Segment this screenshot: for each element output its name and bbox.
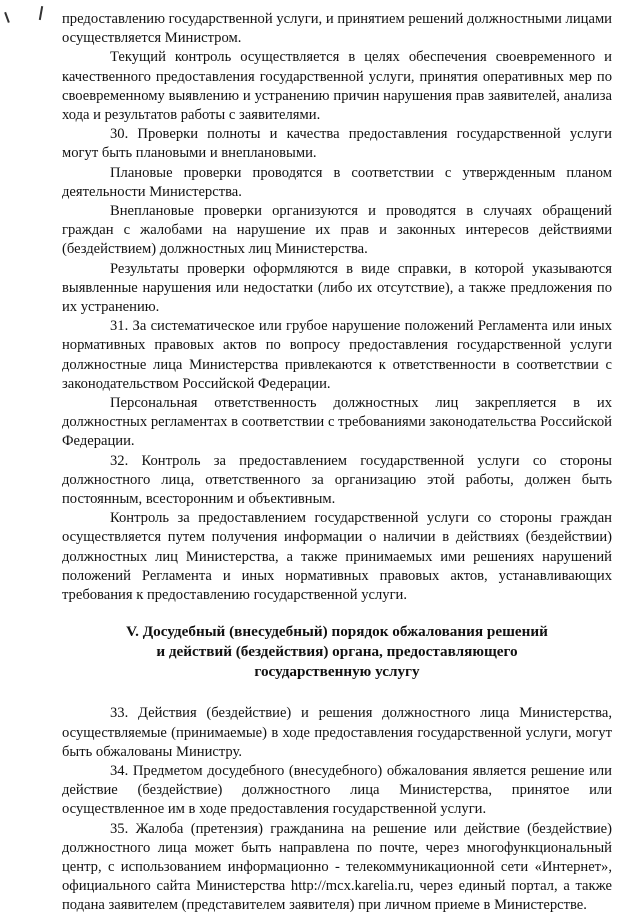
paragraph: Результаты проверки оформляются в виде справки, в которой указываются выявленные нарушения или недостатки (либо их отсутствие), а также предложения по их устранению. [62, 260, 612, 316]
paragraph: 35. Жалоба (претензия) гражданина на решение или действие (бездействие) должностного лица может быть направлена по почте, через многофункциональный центр, с использованием информационно - телекоммуникационной сети «Интернет», официального сайта Министерства http://mcx.karelia.ru, через единый портал, а также подана заявителем (представителем заявителя) при личном приеме в Министерстве. [62, 820, 612, 914]
paragraph: предоставлению государственной услуги, и принятием решений должностными лицами осуществляется Министром. [62, 11, 612, 47]
paragraph: 31. За систематическое или грубое нарушение положений Регламента или иных нормативных правовых актов по вопросу предоставления государственной услуги должностные лица Министерства привлекаются к ответственности в соответствии с законодательством Российской Федерации. [62, 318, 612, 392]
paragraph: 34. Предметом досудебного (внесудебного) обжалования является решение или действие (бездействие) должностного лица Министерства, принятое или осуществленное им в ходе предоставления государственной услуги. [62, 762, 612, 818]
section-heading-line-2: и действий (бездействия) органа, предоставляющего [156, 643, 518, 661]
section-heading-line-3: государственную услугу [254, 663, 420, 681]
paragraph: Внеплановые проверки организуются и проводятся в случаях обращений граждан с жалобами на нарушение их прав и законных интересов действиями (бездействием) должностных лиц Министерства. [62, 203, 612, 258]
document-body-bottom [62, 704, 612, 915]
paragraph: 30. Проверки полноты и качества предоставления государственной услуги могут быть плановыми и внеплановыми. [62, 126, 612, 162]
paragraph: 32. Контроль за предоставлением государственной услуги со стороны должностного лица, ответственного за организацию этой работы, должен быть постоянным, всесторонним и объективным. [62, 452, 612, 508]
paragraph: Плановые проверки проводятся в соответствии с утвержденным планом деятельности Министерства. [62, 164, 612, 200]
paragraph: 33. Действия (бездействие) и решения должностного лица Министерства, осуществляемые (принимаемые) в ходе предоставления государственной услуги, могут быть обжалованы Министру. [62, 705, 612, 760]
paragraph: Персональная ответственность должностных лиц закрепляется в их должностных регламентах в соответствии с требованиями законодательства Российской Федерации. [62, 395, 612, 450]
section-heading-line-1: V. Досудебный (внесудебный) порядок обжалования решений [126, 623, 548, 641]
scan-mark-right [39, 6, 43, 20]
scan-mark-left [4, 12, 9, 23]
paragraph: Контроль за предоставлением государственной услуги со стороны граждан осуществляется путем получения информации о наличии в действиях (бездействии) должностных лиц Министерства, а также принимаемых ими решениях нарушений положений Регламента и иных нормативных правовых актов, устанавливающих требования к предоставлению государственной услуги. [62, 510, 612, 604]
document-body-top [62, 10, 612, 605]
document-page [62, 10, 612, 916]
section-heading [62, 622, 612, 682]
paragraph: Текущий контроль осуществляется в целях обеспечения своевременного и качественного предоставления государственной услуги, принятия оперативных мер по своевременному выявлению и устранению причин нарушения прав заявителей, анализа хода и результатов работы с заявителями. [62, 49, 612, 124]
